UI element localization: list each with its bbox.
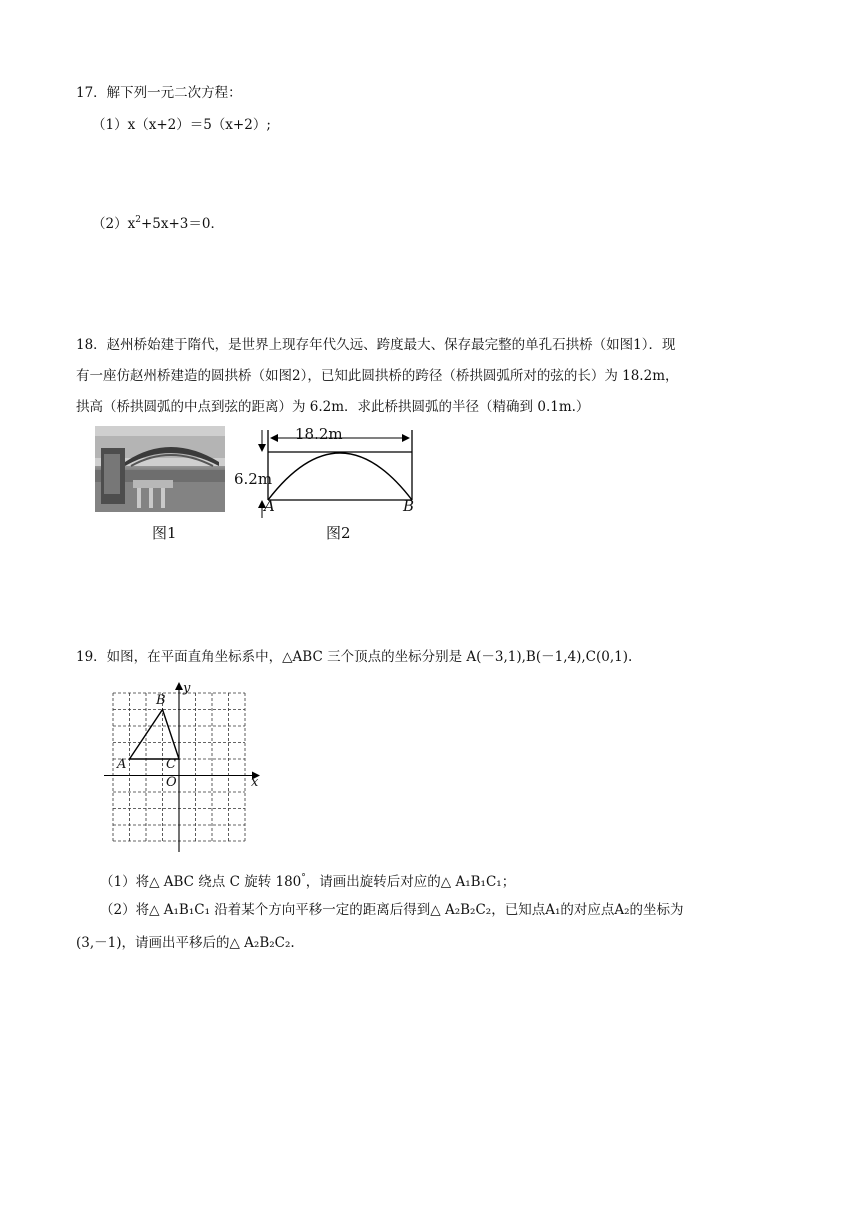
q17-part2 bbox=[92, 211, 224, 233]
q18-line3: 拱高（桥拱圆弧的中点到弦的距离）为 6.2m．求此桥拱圆弧的半径（精确到 0.1m.） bbox=[76, 399, 590, 415]
bridge-photo-drawing bbox=[95, 426, 225, 512]
q18-line1: 18．赵州桥始建于隋代，是世界上现存年代久远、跨度最大、保存最完整的单孔石拱桥（如图1）．现 bbox=[76, 337, 676, 353]
q17-part2-sup: 2 bbox=[135, 215, 141, 225]
q19-part1-deg: ° bbox=[301, 873, 306, 883]
q17-part2-pre: （2）x bbox=[92, 216, 136, 232]
q19-line1: 19．如图，在平面直角坐标系中，△ABC 三个顶点的坐标分别是 A(－3,1),B(－1,4),C(0,1). bbox=[76, 649, 633, 665]
q19-part2-line1: （2）将△ A₁B₁C₁ 沿着某个方向平移一定的距离后得到△ A₂B₂C₂，已知点A₁的对应点A₂的坐标为 bbox=[100, 902, 684, 918]
q19-part1-post: ，请画出旋转后对应的△ A₁B₁C₁； bbox=[305, 874, 516, 890]
point-a-label: A bbox=[264, 497, 275, 515]
vertex-b-label: B bbox=[156, 693, 166, 708]
x-axis-label: x bbox=[251, 775, 259, 790]
zhaozhou-bridge-photo bbox=[95, 426, 225, 512]
span-label: 18.2m bbox=[295, 425, 343, 443]
q17-title: 17．解下列一元二次方程： bbox=[76, 85, 242, 101]
height-label: 6.2m bbox=[234, 470, 273, 488]
q19-part1-pre: （1）将△ ABC 绕点 C 旋转 180 bbox=[100, 874, 302, 890]
q17-part2-post: +5x+3＝0． bbox=[140, 216, 224, 232]
vertex-a-label: A bbox=[117, 757, 127, 772]
fig1-caption: 图1 bbox=[152, 524, 177, 542]
vertex-c-label: C bbox=[166, 757, 176, 772]
q19-part2-line2: (3,－1)，请画出平移后的△ A₂B₂C₂. bbox=[76, 935, 295, 951]
q19-part1 bbox=[100, 869, 515, 891]
q18-line2: 有一座仿赵州桥建造的圆拱桥（如图2），已知此圆拱桥的跨径（桥拱圆弧所对的弦的长）为 18.2m， bbox=[76, 368, 679, 384]
point-b-label: B bbox=[403, 497, 415, 515]
fig2-caption: 图2 bbox=[326, 524, 351, 542]
origin-label: O bbox=[166, 775, 177, 790]
y-axis-label: y bbox=[183, 681, 191, 696]
q17-part1: （1）x（x+2）＝5（x+2）; bbox=[92, 117, 271, 133]
